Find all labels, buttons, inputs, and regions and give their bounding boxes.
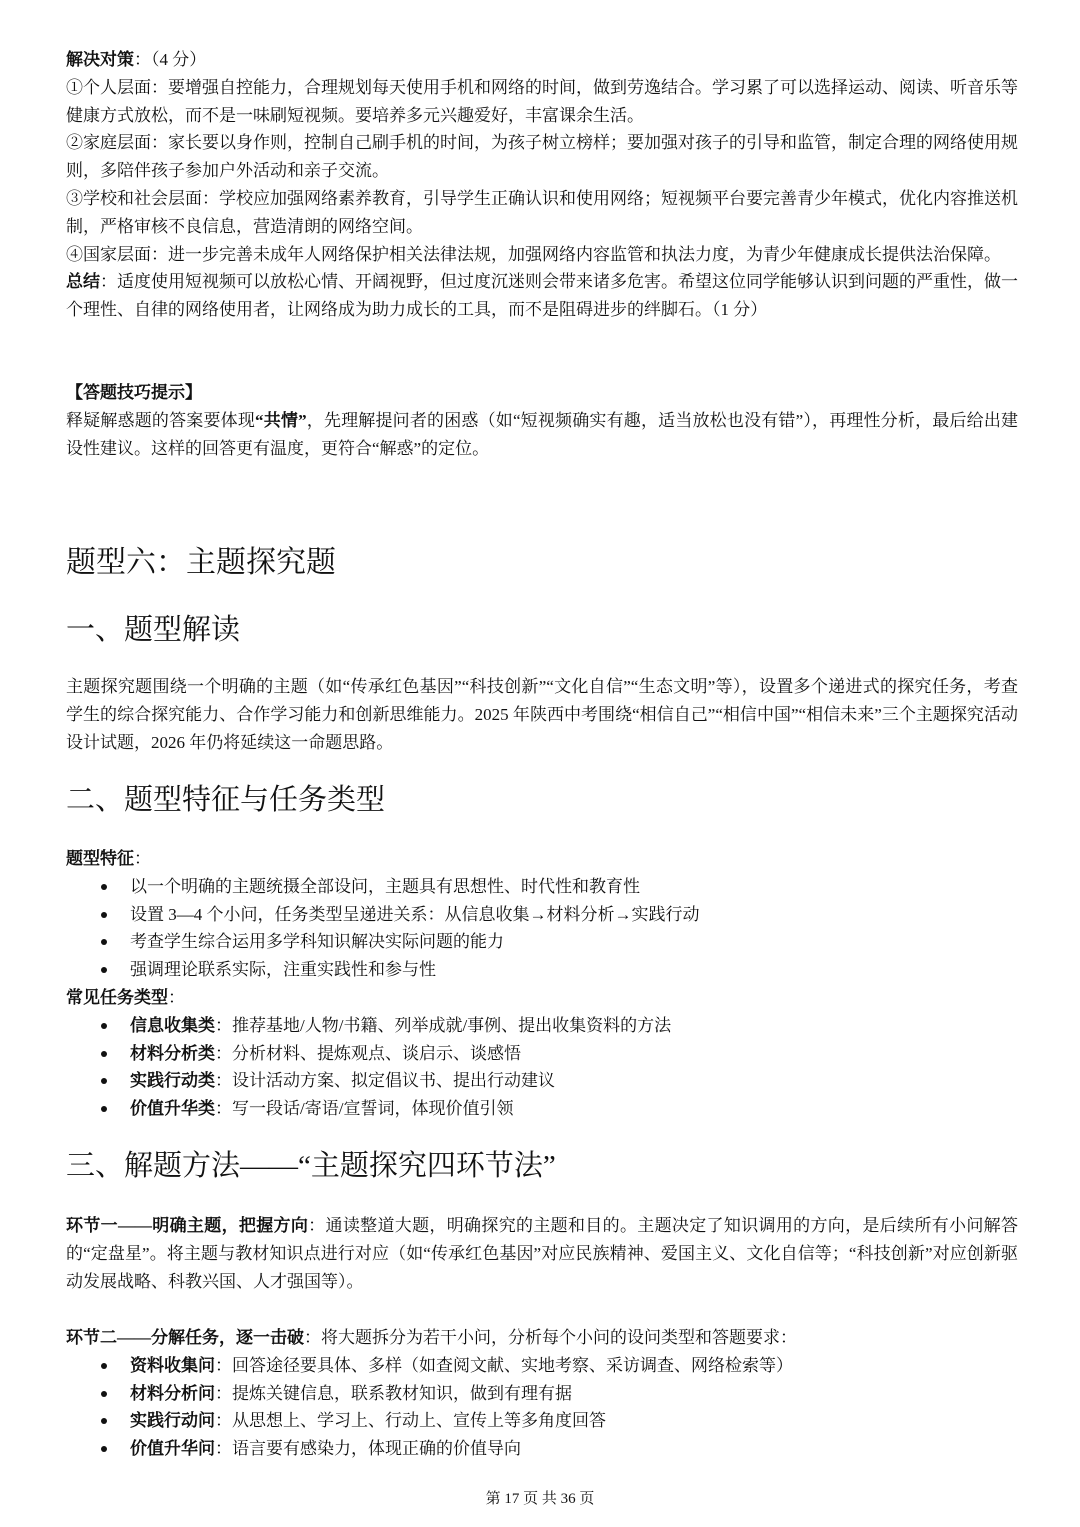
list-item: 材料分析类：分析材料、提炼观点、谈启示、谈感悟 [66, 1040, 1018, 1068]
part1-text: 主题探究题围绕一个明确的主题（如“传承红色基因”“科技创新”“文化自信”“生态文明”等），设置多个递进式的探究任务，考查学生的综合探究能力、合作学习能力和创新思维能力。2025 年陕西中考围绕“相信自己”“相信中国”“相信未来”三个主题探究活动设计试题，2026 年仍将延续这一命题思路。 [66, 677, 1018, 752]
tips-text: 释疑解惑题的答案要体现“共情”，先理解提问者的困惑（如“短视频确实有趣，适当放松也没有错”），再理性分析，最后给出建设性建议。这样的回答更有温度，更符合“解惑”的定位。 [66, 410, 1019, 458]
list-item: 实践行动类：设计活动方案、拟定倡议书、提出行动建议 [66, 1067, 1018, 1095]
part2-heading: 二、题型特征与任务类型 [66, 784, 386, 816]
step2-list [66, 1352, 1018, 1463]
part1-heading: 一、题型解读 [66, 614, 241, 646]
step1: 环节一——明确主题，把握方向：通读整道大题，明确探究的主题和目的。主题决定了知识调用的方向，是后续所有小问解答的“定盘星”。将主题与教材知识点进行对应（如“传承红色基因”对应民族精神、爱国主义、文化自信等；“科技创新”对应创新驱动发展战略、科教兴国、人才强国等）。 [66, 1216, 1019, 1291]
tips-heading: 【答题技巧提示】 [66, 383, 202, 402]
solution-item: ③学校和社会层面：学校应加强网络素养教育，引导学生正确认识和使用网络；短视频平台要完善青少年模式，优化内容推送机制，严格审核不良信息，营造清朗的网络空间。 [66, 188, 1018, 236]
list-item: 资料收集问：回答途径要具体、多样（如查阅文献、实地考察、采访调查、网络检索等） [66, 1352, 1018, 1380]
features-label: 题型特征 [66, 849, 134, 868]
list-item: 强调理论联系实际，注重实践性和参与性 [66, 956, 1018, 984]
list-item: 考查学生综合运用多学科知识解决实际问题的能力 [66, 928, 1018, 956]
features-list [66, 873, 1018, 984]
section-title: 题型六：主题探究题 [66, 546, 336, 579]
list-item: 以一个明确的主题统摄全部设问，主题具有思想性、时代性和教育性 [66, 873, 1018, 901]
tasks-list [66, 1012, 1018, 1123]
solutions-block [66, 46, 1018, 324]
list-item: 实践行动问：从思想上、学习上、行动上、宣传上等多角度回答 [66, 1407, 1018, 1435]
list-item: 设置 3—4 个小问，任务类型呈递进关系：从信息收集→材料分析→实践行动 [66, 901, 1018, 929]
list-item: 材料分析问：提炼关键信息，联系教材知识，做到有理有据 [66, 1380, 1018, 1408]
tasks-label: 常见任务类型 [66, 987, 168, 1007]
solutions-heading: 解决对策：（4 分） [66, 50, 207, 69]
tips-block [66, 379, 1018, 462]
solution-item: ④国家层面：进一步完善未成年人网络保护相关法律法规，加强网络内容监管和执法力度，为青少年健康成长提供法治保障。 [66, 244, 1001, 264]
solution-item: ②家庭层面：家长要以身作则，控制自己刷手机的时间，为孩子树立榜样；要加强对孩子的引导和监管，制定合理的网络使用规则，多陪伴孩子参加户外活动和亲子交流。 [66, 133, 1018, 181]
list-item: 信息收集类：推荐基地/人物/书籍、列举成就/事例、提出收集资料的方法 [66, 1012, 1018, 1040]
solution-item: ①个人层面：要增强自控能力，合理规划每天使用手机和网络的时间，做到劳逸结合。学习累了可以选择运动、阅读、听音乐等健康方式放松，而不是一味刷短视频。要培养多元兴趣爱好，丰富课余生活。 [66, 77, 1018, 125]
part2-block: 题型特征： 以一个明确的主题统摄全部设问，主题具有思想性、时代性和教育性 设置 3—4 个小问，任务类型呈递进关系：从信息收集→材料分析→实践行动 考查学生综合运用多学科知识解决实际问题的能力 强调理论联系实际，注重实践性和参与性 常见任务类型： 信息收集类：推荐基地/人物/书籍、列举成就/事例、提出收集资料的方法 材料分析类：分析材料、提炼观点、谈启示、谈感悟 实践行动类：设计活动方案、拟定倡议书、提出行动建议 价值升华类：写一段话/寄语/宣誓词，体现价值引领 [66, 845, 1018, 1123]
part3-heading: 三、解题方法——“主题探究四环节法” [66, 1150, 556, 1182]
list-item: 价值升华类：写一段话/寄语/宣誓词，体现价值引领 [66, 1095, 1018, 1123]
summary: 总结：适度使用短视频可以放松心情、开阔视野，但过度沉迷则会带来诸多危害。希望这位同学能够认识到问题的严重性，做一个理性、自律的网络使用者，让网络成为助力成长的工具，而不是阻碍进步的绊脚石。（1 分） [66, 272, 1018, 320]
page-number: 第 17 页 共 36 页 [485, 1491, 595, 1507]
step2: 环节二——分解任务，逐一击破：将大题拆分为若干小问，分析每个小问的设问类型和答题要求： 资料收集问：回答途径要具体、多样（如查阅文献、实地考察、采访调查、网络检索等） 材料分析问：提炼关键信息，联系教材知识，做到有理有据 实践行动问：从思想上、学习上、行动上、宣传上等多角度回答 价值升华问：语言要有感染力，体现正确的价值导向 [66, 1324, 1018, 1463]
list-item: 价值升华问：语言要有感染力，体现正确的价值导向 [66, 1435, 1018, 1463]
